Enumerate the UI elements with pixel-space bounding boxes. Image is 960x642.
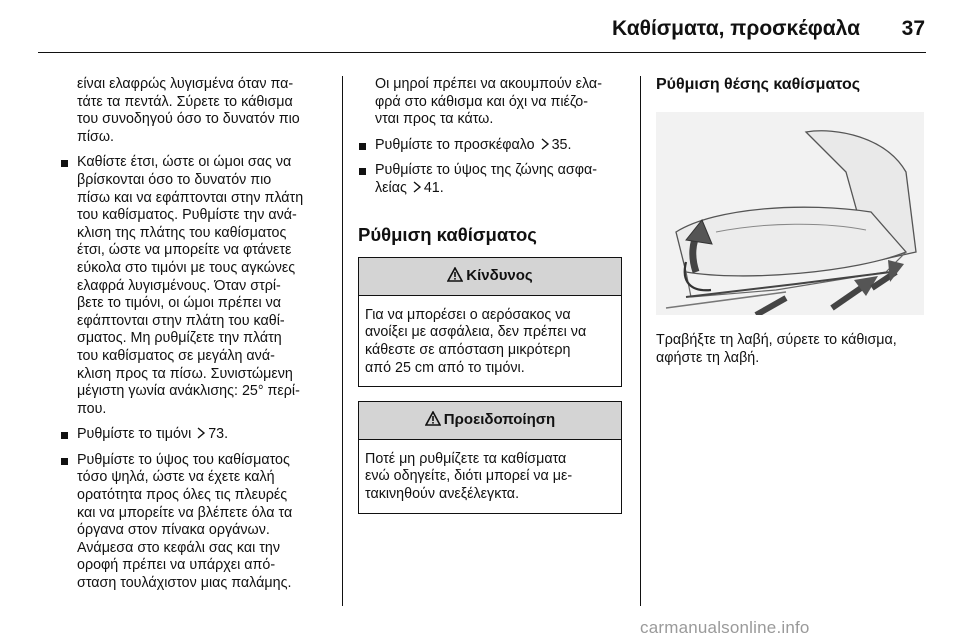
text-line [375,180,622,198]
page-header-title: Καθίσματα, προσκέφαλα [612,17,860,40]
text-line: Για να μπορέσει ο αερόσακος να [365,306,571,323]
bullet-steering-wheel [60,426,336,444]
bullet-text: λείας [375,179,407,196]
page-ref-arrow-icon [541,138,550,150]
text-line: κλιση προς τα πίσω. Συνιστώμενη [77,365,293,382]
text-line: σταση τουλάχιστον μιας παλάμης. [77,575,292,592]
warning-box-header [359,402,621,440]
illustration-caption [656,332,926,367]
text-line: τάτε τα πεντάλ. Σύρετε το κάθισμα [77,93,293,110]
text-line: φρά στο κάθισμα και όχι να πιέζο- [375,93,588,110]
text-line: κλιση της πλάτης του καθίσματος [77,224,287,241]
text-line: βρίσκονται όσο το δυνατόν πιο [77,171,272,188]
danger-box-title: Κίνδυνος [466,267,533,285]
text-line: του καθίσματος σε μεγάλη ανά- [77,347,275,364]
bullet-sitting-position [60,154,336,418]
text-line: που. [77,400,107,417]
text-line: Τραβήξτε τη λαβή, σύρετε το κάθισμα, [656,332,897,348]
page-ref-link[interactable]: 73. [208,426,229,443]
section-heading: Ρύθμιση θέσης καθίσματος [656,76,861,93]
text-line: ανοίξει με ασφάλεια, δεν πρέπει να [365,324,587,341]
text-line: Ρυθμίστε το ύψος της ζώνης ασφα- [375,162,598,179]
intro-paragraph [60,76,336,146]
text-line: οροφή πρέπει να υπάρχει από- [77,557,276,574]
text-line: έτσι, ώστε να μπορείτε να φτάνετε [77,242,292,259]
bullet-seat-belt-height [358,162,622,197]
continued-paragraph [358,76,622,129]
seat-adjustment-illustration [656,112,924,315]
danger-box-body [359,296,621,386]
warning-box-body [359,440,621,513]
text-line [77,426,336,444]
text-line: από 25 cm από το τιμόνι. [365,359,525,376]
danger-box-header [359,258,621,296]
text-line: εφάπτονται στην πλάτη του καθί- [77,312,285,329]
warning-box [358,401,622,513]
page-ref-link[interactable]: 35. [551,136,572,153]
text-line: σματος. Μη ρυθμίζετε την πλάτη [77,330,282,347]
bullet-head-restraint [358,137,622,155]
text-line [375,137,622,155]
text-line: αφήστε τη λαβή. [656,349,760,366]
text-line: εύκολα στο τιμόνι με τους αγκώνες [77,259,296,276]
text-line: πίσω. [77,128,114,145]
text-line: νται προς τα κάτω. [375,111,494,128]
text-line: κάθεστε σε απόσταση μικρότερη [365,341,571,358]
column-2 [358,76,622,514]
seat-lever-illustration-icon [656,112,924,315]
text-line: Καθίστε έτσι, ώστε οι ώμοι σας να [77,154,292,171]
text-line: πίσω και να εφάπτονται στην πλάτη [77,189,304,206]
text-line: τακινηθούν ανεξέλεγκτα. [365,485,520,502]
column-1 [60,76,336,593]
text-line: τόσο ψηλά, ώστε να έχετε καλή [77,469,275,486]
warning-triangle-icon [425,411,441,426]
text-line: του συνοδηγού όσο το δυνατόν πιο [77,111,300,128]
page-ref-arrow-icon [197,427,206,439]
bullet-text: Ρυθμίστε το προσκέφαλο [375,136,535,153]
page-number: 37 [901,17,925,40]
watermark: carmanualsonline.info [640,618,810,637]
column-3 [656,76,926,94]
text-line: είναι ελαφρώς λυγισμένα όταν πα- [77,76,294,92]
text-line: Ρυθμίστε το ύψος του καθίσματος [77,451,290,468]
text-line: του καθίσματος. Ρυθμίστε την ανά- [77,207,297,224]
page-ref-link[interactable]: 41. [423,179,444,196]
bullet-text: Ρυθμίστε το τιμόνι [77,426,192,443]
header-rule [38,52,926,53]
column-divider-left [342,76,343,606]
text-line: Οι μηροί πρέπει να ακουμπούν ελα- [375,76,602,92]
text-line: και να μπορείτε να βλέπετε όλα τα [77,504,293,521]
text-line: Ποτέ μη ρυθμίζετε τα καθίσματα [365,450,567,467]
bullet-seat-height [60,452,336,593]
text-line: ορατότητα προς όλες τις πλευρές [77,487,288,504]
section-heading: Ρύθμιση καθίσματος [358,223,537,245]
text-line: ελαφρά λυγισμένους. Όταν στρί- [77,277,281,294]
warning-box-title: Προειδοποίηση [443,411,556,429]
page-ref-arrow-icon [413,181,422,193]
text-line: μέγιστη γωνία ανάκλισης: 25° περί- [77,383,300,400]
column-divider-right [640,76,641,606]
warning-triangle-icon [447,267,463,282]
text-line: βετε το τιμόνι, οι ώμοι πρέπει να [77,295,282,312]
text-line: ενώ οδηγείτε, διότι μπορεί να με- [365,468,573,485]
danger-box [358,257,622,387]
text-line: όργανα στον πίνακα οργάνων. [77,522,270,539]
text-line: Ανάμεσα στο κεφάλι σας και την [77,539,280,556]
